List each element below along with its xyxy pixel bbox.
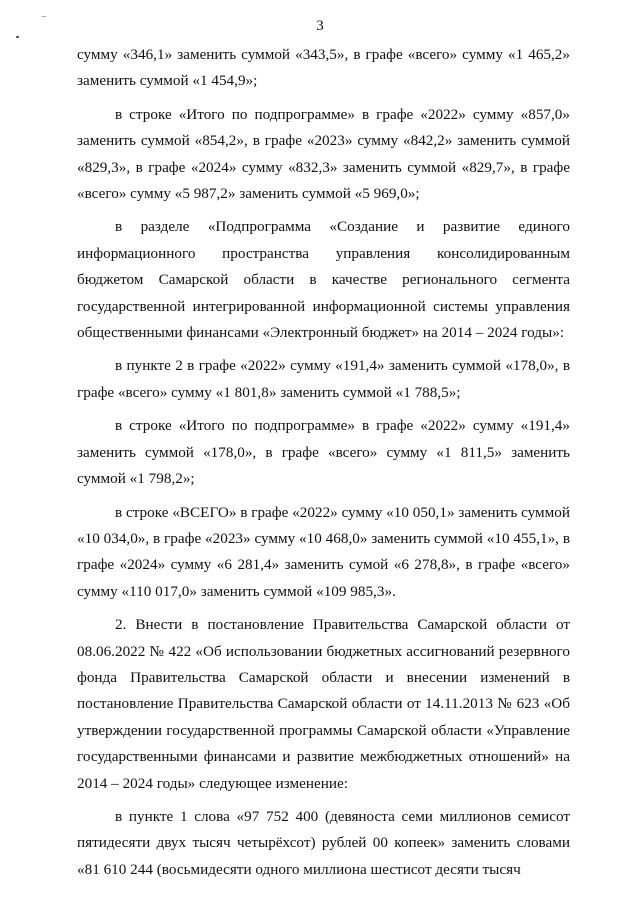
paragraph: 2. Внести в постановление Правительства Самарской области от 08.06.2022 № 422 «Об использовании бюджетных ассигнований резервного фонда Правительства Самарской области и внесении изменений в постановление Правительства Самарской области от 14.11.2013 № 623 «Об утверждении государственной программы Самарской области «Управление государственными финансами и развитие межбюджетных отношений» на 2014 – 2024 годы» следующее изменение: bbox=[77, 616, 570, 792]
paragraph: в пункте 2 в графе «2022» сумму «191,4» заменить суммой «178,0», в графе «всего» сумму «1 801,8» заменить суммой «1 788,5»; bbox=[77, 357, 570, 401]
scan-dot-icon bbox=[16, 36, 19, 38]
page-number: 3 bbox=[316, 18, 324, 34]
paragraph: в строке «ВСЕГО» в графе «2022» сумму «10 050,1» заменить суммой «10 034,0», в графе «2023» сумму «10 468,0» заменить суммой «10 455,1», в графе «2024» сумму «6 281,4» заменить сумой «6 278,8», в графе «всего» сумму «110 017,0» заменить суммой «109 985,3». bbox=[77, 503, 570, 600]
paragraph: в строке «Итого по подпрограмме» в графе «2022» сумму «191,4» заменить суммой «178,0», в графе «всего» сумму «1 811,5» заменить суммой «1 798,2»; bbox=[77, 417, 570, 488]
paragraph: в строке «Итого по подпрограмме» в графе «2022» сумму «857,0» заменить суммой «854,2», в графе «2023» сумму «842,2» заменить суммой «829,3», в графе «2024» сумму «832,3» заменить суммой «829,7», в графе «всего» сумму «5 987,2» заменить суммой «5 969,0»; bbox=[77, 105, 570, 203]
document-body bbox=[77, 42, 570, 883]
scan-mark-icon: ⁻ bbox=[41, 14, 47, 25]
paragraph: в разделе «Подпрограмма «Создание и развитие единого информационного пространства управления консолидированным бюджетом Самарской области в качестве регионального сегмента государственной интегрированной информационной системы управления общественными финансами «Электронный бюджет» на 2014 – 2024 годы»: bbox=[77, 218, 570, 342]
paragraph: в пункте 1 слова «97 752 400 (девяноста семи миллионов семисот пятидесяти двух тысяч четырёхсот) рублей 00 копеек» заменить словами «81 610 244 (восьмидесяти одного миллиона шестисот десяти тысяч bbox=[77, 807, 570, 878]
paragraph: сумму «346,1» заменить суммой «343,5», в графе «всего» сумму «1 465,2» заменить суммой «1 454,9»; bbox=[77, 46, 570, 90]
